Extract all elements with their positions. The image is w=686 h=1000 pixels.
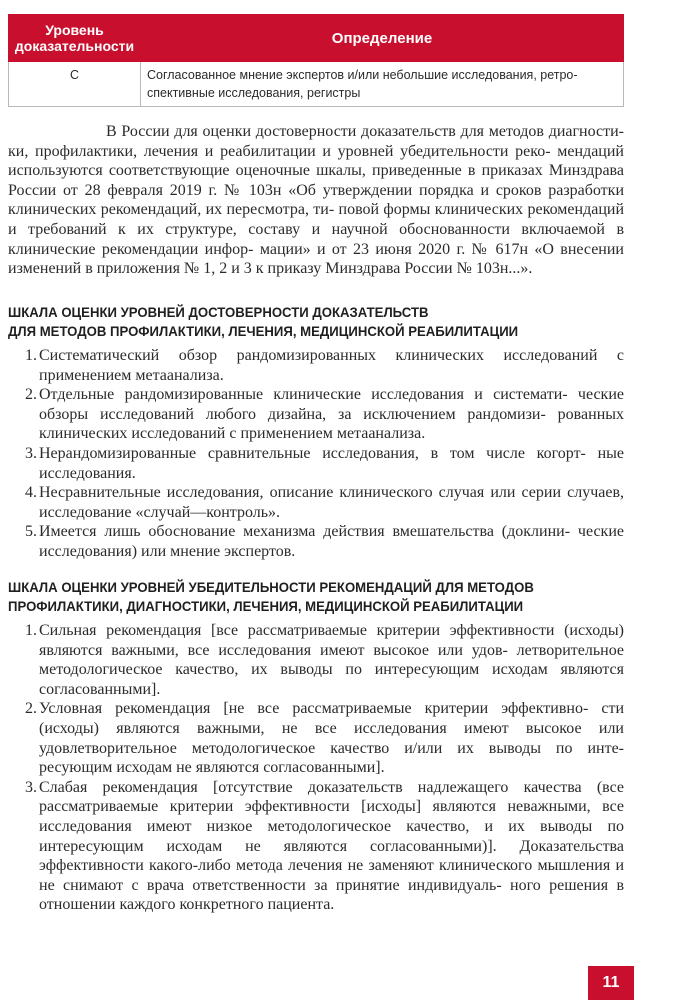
header-level xyxy=(9,15,141,62)
recommendation-scale-list xyxy=(8,621,624,915)
list-item xyxy=(8,621,624,699)
list-item xyxy=(8,778,624,915)
row-definition: Согласованное мнение экспертов и/или небольшие исследования, ретро- спективные исследования, регистры xyxy=(141,62,624,107)
item-number: 4. xyxy=(25,484,37,502)
item-number: 1. xyxy=(25,347,37,364)
item-number: 5. xyxy=(25,523,37,541)
table-header-row xyxy=(9,15,624,62)
item-text: Сильная рекомендация [все рассматриваемые критерии эффективности (исходы) являются важными, все исследования имеют высокое или удов- летворительное методологическое качество, их выводы по интересующим исходам являются согласованными]. xyxy=(39,622,624,698)
list-item xyxy=(8,346,624,385)
item-text: Условная рекомендация [не все рассматриваемые критерии эффективно- сти (исходы) являются важными, не все исследования имеют высокое или удовлетворительное методологическое качество и/или их выводы по инте- ресующим исходам не являются согласованными]. xyxy=(39,700,624,777)
section1-heading-line1: ШКАЛА ОЦЕНКИ УРОВНЕЙ ДОСТОВЕРНОСТИ ДОКАЗАТЕЛЬСТВ xyxy=(8,304,429,320)
table-row xyxy=(9,62,624,107)
list-item xyxy=(8,699,624,777)
section2-heading-line1: ШКАЛА ОЦЕНКИ УРОВНЕЙ УБЕДИТЕЛЬНОСТИ РЕКОМЕНДАЦИЙ ДЛЯ МЕТОДОВ xyxy=(8,579,534,595)
section2-heading xyxy=(8,578,591,616)
list-item xyxy=(8,483,624,522)
header-level-line2: доказательности xyxy=(14,38,135,54)
header-definition: Определение xyxy=(141,15,624,62)
section1-heading xyxy=(8,303,591,341)
item-number: 2. xyxy=(25,386,37,404)
item-text: Отдельные рандомизированные клинические исследования и системати- ческие обзоры исследований любого дизайна, за исключением рандомизи- рованных клинических исследований с применением метаанализа. xyxy=(39,386,624,443)
intro-paragraph: В России для оценки достоверности доказательств для методов диагности- ки, профилактики, лечения и реабилитации и уровней убедительности реко- мендаций используются соответствующие оценочные шкалы, приведенные в приказах Минздрава России от 28 февраля 2019 г. № 103н «Об утверждении порядка и сроков разработки клинических рекомендаций, их пересмотра, ти- повой формы клинических рекомендаций и требований к их структуре, составу и научной обоснованности включаемой в клинические рекомендации инфор- мации» и от 23 июня 2020 г. № 617н «О внесении изменений в приложения № 1, 2 и 3 к приказу Минздрава России № 103н...». xyxy=(8,123,624,278)
page-number-badge: 11 xyxy=(588,966,634,1000)
section2-heading-line2: ПРОФИЛАКТИКИ, ДИАГНОСТИКИ, ЛЕЧЕНИЯ, МЕДИЦИНСКОЙ РЕАБИЛИТАЦИИ xyxy=(8,598,524,614)
evidence-scale-list xyxy=(8,346,624,562)
item-text: Систематический обзор рандомизированных клинических исследований с применением метаанализа. xyxy=(39,347,624,384)
section1-heading-line2: ДЛЯ МЕТОДОВ ПРОФИЛАКТИКИ, ЛЕЧЕНИЯ, МЕДИЦИНСКОЙ РЕАБИЛИТАЦИИ xyxy=(8,323,519,339)
item-number: 1. xyxy=(25,622,37,639)
item-text: Слабая рекомендация [отсутствие доказательств надлежащего качества (все рассматриваемые критерии эффективности [исходы] являются неважными, все исследования имеют низкое методологическое качество, и их выводы по интересующим исходам не являются согласованными)]. Доказательства эффективности какого-либо метода лечения не заменяют клинического мышления и не снимают с врача ответственности за принятие индивидуаль- ного решения в отношении каждого конкретного пациента. xyxy=(39,778,624,914)
item-text: Нерандомизированные сравнительные исследования, в том числе когорт- ные исследования. xyxy=(39,444,624,482)
item-number: 3. xyxy=(25,444,37,462)
item-text: Имеется лишь обоснование механизма действия вмешательства (доклини- ческие исследования) или мнение экспертов. xyxy=(39,523,624,560)
list-item xyxy=(8,444,624,483)
item-number: 2. xyxy=(25,700,37,718)
row-level: С xyxy=(9,62,141,107)
header-level-line1: Уровень xyxy=(45,22,104,38)
list-item xyxy=(8,385,624,444)
item-text: Несравнительные исследования, описание клинического случая или серии случаев, исследование «случай—контроль». xyxy=(39,484,624,521)
evidence-level-table xyxy=(8,14,624,107)
item-number: 3. xyxy=(25,778,37,796)
list-item xyxy=(8,522,624,561)
